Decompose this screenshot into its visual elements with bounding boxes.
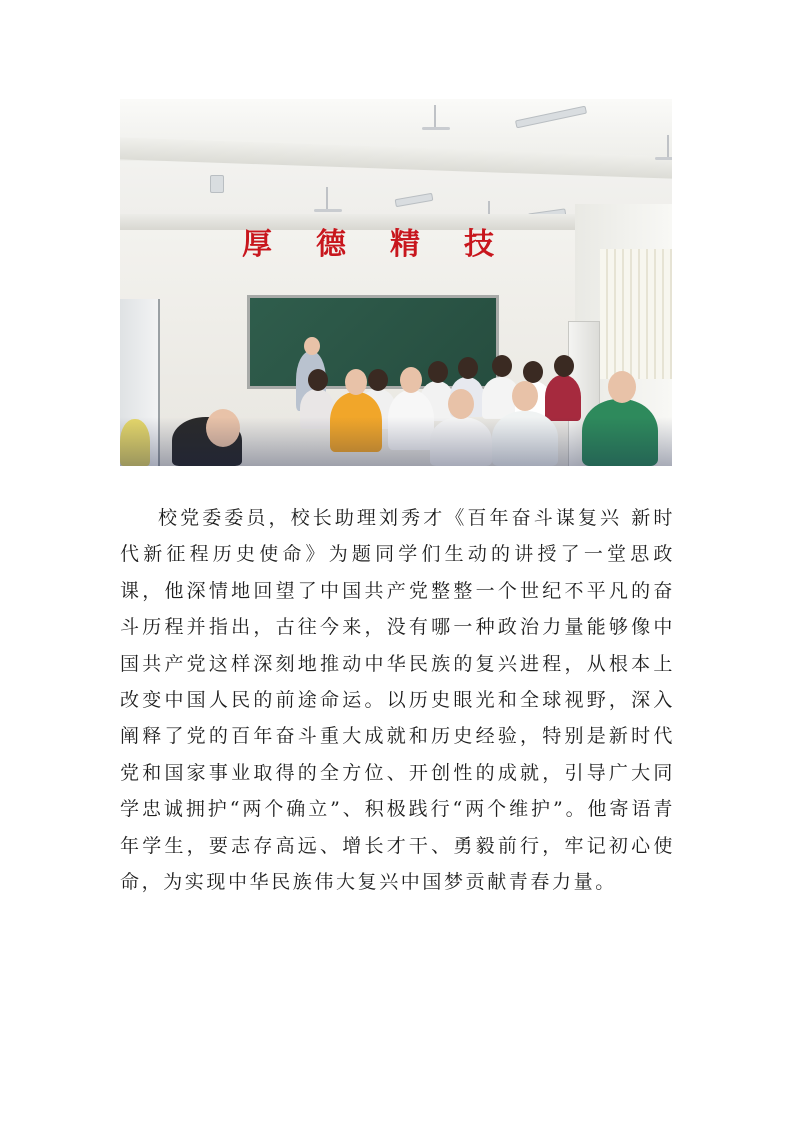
slogan-char: 厚 — [242, 227, 272, 262]
slogan-char: 德 — [316, 227, 346, 262]
window-curtain — [600, 249, 672, 379]
student-head — [400, 367, 422, 393]
teacher-head — [304, 337, 320, 355]
student-head — [428, 361, 448, 383]
ceiling-fan-icon — [422, 127, 450, 130]
student-head — [345, 369, 367, 395]
article-paragraph: 校党委委员，校长助理刘秀才《百年奋斗谋复兴 新时代新征程历史使命》为题同学们生动的讲授了一堂思政课，他深情地回望了中国共产党整整一个世纪不平凡的奋斗历程并指出，古往今来，没有哪一种政治力量能够像中国共产党这样深刻地推动中华民族的复兴进程，从根本上改变中国人民的前途命运。以历史眼光和全球视野，深入阐释了党的百年奋斗重大成就和历史经验，特别是新时代党和国家事业取得的全方位、开创性的成就，引导广大同学忠诚拥护“两个确立”、积极践行“两个维护”。他寄语青年学生，要志存高远、增长才干、勇毅前行，牢记初心使命，为实现中华民族伟大复兴中国梦贡献青春力量。 — [120, 507, 675, 894]
ceiling-lamp — [210, 175, 224, 193]
student-figure — [545, 375, 581, 421]
student-head — [554, 355, 574, 377]
student-head — [368, 369, 388, 391]
student-head — [448, 389, 474, 419]
student-head — [512, 381, 538, 411]
student-head — [492, 355, 512, 377]
student-desks — [120, 417, 672, 466]
student-head — [523, 361, 543, 383]
student-head — [608, 371, 636, 403]
classroom-photo — [120, 99, 672, 466]
ceiling-fan-icon — [314, 209, 342, 212]
slogan-char: 技 — [464, 227, 494, 262]
student-head — [458, 357, 478, 379]
wall-slogan — [242, 219, 494, 263]
student-head — [308, 369, 328, 391]
ceiling-fan-icon — [655, 157, 672, 160]
ceiling-lamp — [395, 193, 434, 207]
slogan-char: 精 — [390, 227, 420, 262]
